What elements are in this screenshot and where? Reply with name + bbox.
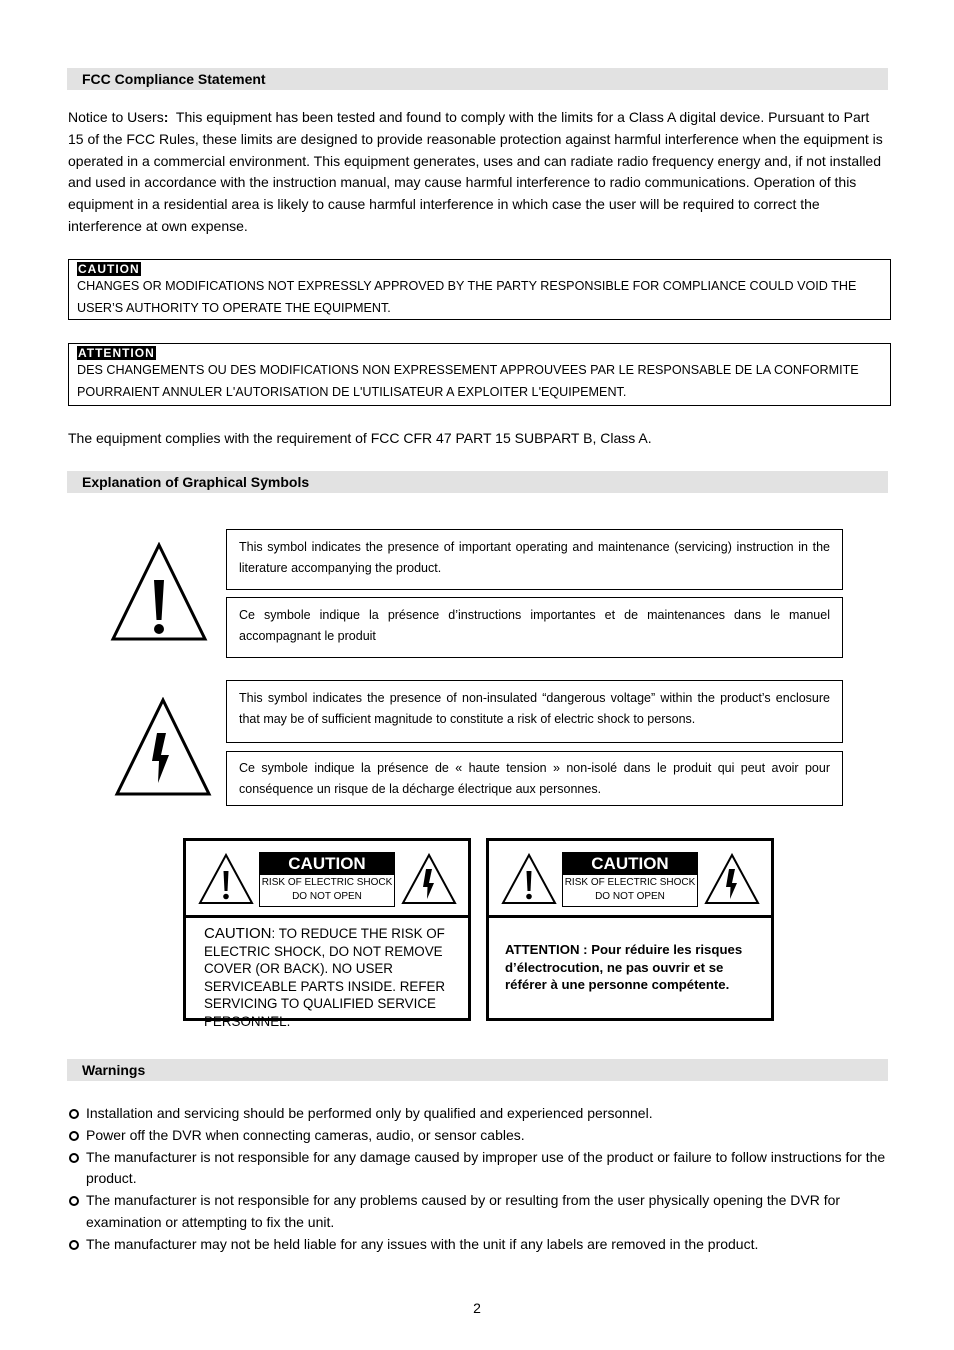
label-en-sub2: DO NOT OPEN xyxy=(292,891,362,902)
fcc-notice-paragraph xyxy=(68,107,888,238)
label-fr-sub2: DO NOT OPEN xyxy=(595,891,665,902)
notice-colon: : xyxy=(163,109,169,125)
fcc-complies-text: The equipment complies with the requirement of FCC CFR 47 PART 15 SUBPART B, Class A. xyxy=(68,430,652,446)
bullet-icon xyxy=(69,1240,79,1250)
caution-tag: CAUTION xyxy=(78,262,140,276)
exclamation-symbol-en: This symbol indicates the presence of important operating and maintenance (servicing) instruction in the literature accompanying the product. xyxy=(226,529,843,590)
exclamation-triangle-icon xyxy=(110,542,208,642)
label-fr-sub1: RISK OF ELECTRIC SHOCK xyxy=(564,877,696,888)
list-item xyxy=(68,1234,888,1256)
bullet-icon xyxy=(69,1109,79,1119)
label-en-lead: CAUTION xyxy=(204,925,272,942)
label-fr-title: CAUTION xyxy=(563,853,697,875)
bullet-icon xyxy=(69,1196,79,1206)
page-number: 2 xyxy=(473,1300,481,1316)
voltage-symbol-fr: Ce symbole indique la présence de « haute tension » non-isolé dans le produit qui peut avoir pour conséquence un risque de la décharge électrique aux personnes. xyxy=(226,751,843,806)
bullet-icon xyxy=(69,1153,79,1163)
label-en-text xyxy=(204,925,456,1030)
label-fr-top xyxy=(489,841,771,918)
warning-text: The manufacturer is not responsible for any damage caused by improper use of the product or failure to follow instructions for the product. xyxy=(86,1148,886,1187)
label-en-sub1: RISK OF ELECTRIC SHOCK xyxy=(261,877,393,888)
exclamation-triangle-icon xyxy=(501,853,557,905)
caution-box xyxy=(68,259,891,320)
lightning-triangle-icon xyxy=(114,697,212,797)
warning-text: The manufacturer may not be held liable for any issues with the unit if any labels are removed in the product. xyxy=(86,1235,759,1252)
list-item xyxy=(68,1103,888,1125)
list-item xyxy=(68,1125,888,1147)
warnings-section-header: Warnings xyxy=(67,1059,888,1081)
notice-label: Notice to Users xyxy=(68,109,164,125)
exclamation-symbol-fr: Ce symbole indique la présence d’instructions importantes et de maintenances dans le manuel accompagnant le produit xyxy=(226,597,843,658)
caution-label-fr xyxy=(486,838,774,1021)
warnings-list xyxy=(68,1103,888,1256)
label-en-caution-head xyxy=(259,852,395,907)
warning-text: Power off the DVR when connecting cameras, audio, or sensor cables. xyxy=(86,1126,525,1143)
symbols-section-header: Explanation of Graphical Symbols xyxy=(67,471,888,493)
attention-text: DES CHANGEMENTS OU DES MODIFICATIONS NON EXPRESSEMENT APPROUVEES PAR LE RESPONSABLE DE LA CONFORMITE POURRAIENT ANNULER L'AUTORISATION DE L'UTILISATEUR A EXPLOITER L'EQUIPEMENT. xyxy=(77,363,859,399)
attention-tag: ATTENTION xyxy=(78,346,155,360)
attention-box xyxy=(68,343,891,406)
notice-body: This equipment has been tested and found to comply with the limits for a Class A digital device. Pursuant to Part 15 of the FCC Rules, these limits are designed to provide reasonable protection against harmful interference when the equipment is operated in a commercial environment. This equipment generates, uses and can radiate radio frequency energy and, if not installed and used in accordance with the instruction manual, may cause harmful interference to radio communications. Operation of this equipment in a residential area is likely to cause harmful interference in which case the user will be required to correct the interference at own expense. xyxy=(68,109,883,234)
label-en-title: CAUTION xyxy=(260,853,394,875)
fcc-section-header: FCC Compliance Statement xyxy=(67,68,888,90)
caution-text: CHANGES OR MODIFICATIONS NOT EXPRESSLY APPROVED BY THE PARTY RESPONSIBLE FOR COMPLIANCE COULD VOID THE USER’S AUTHORITY TO OPERATE THE EQUIPMENT. xyxy=(77,279,857,315)
warning-text: The manufacturer is not responsible for any problems caused by or resulting from the user physically opening the DVR for examination or attempting to fix the unit. xyxy=(86,1192,841,1230)
bullet-icon xyxy=(69,1131,79,1141)
label-en-body: : TO REDUCE THE RISK OF ELECTRIC SHOCK, DO NOT REMOVE COVER (OR BACK). NO USER SERVICEABLE PARTS INSIDE. REFER SERVICING TO QUALIFIED SERVICE PERSONNEL. xyxy=(204,926,446,1029)
lightning-triangle-icon xyxy=(401,853,457,905)
label-en-top xyxy=(186,841,468,918)
lightning-triangle-icon xyxy=(704,853,760,905)
voltage-symbol-en: This symbol indicates the presence of non-insulated “dangerous voltage” within the product’s enclosure that may be of sufficient magnitude to constitute a risk of electric shock to persons. xyxy=(226,680,843,743)
list-item xyxy=(68,1147,888,1191)
list-item xyxy=(68,1190,888,1234)
caution-label-en xyxy=(183,838,471,1029)
label-fr-caution-head xyxy=(562,852,698,907)
label-fr-text: ATTENTION : Pour réduire les risques d’électrocution, ne pas ouvrir et se référer à une personne compétente. xyxy=(505,942,743,992)
warning-text: Installation and servicing should be performed only by qualified and experienced personnel. xyxy=(86,1105,653,1121)
exclamation-triangle-icon xyxy=(198,853,254,905)
